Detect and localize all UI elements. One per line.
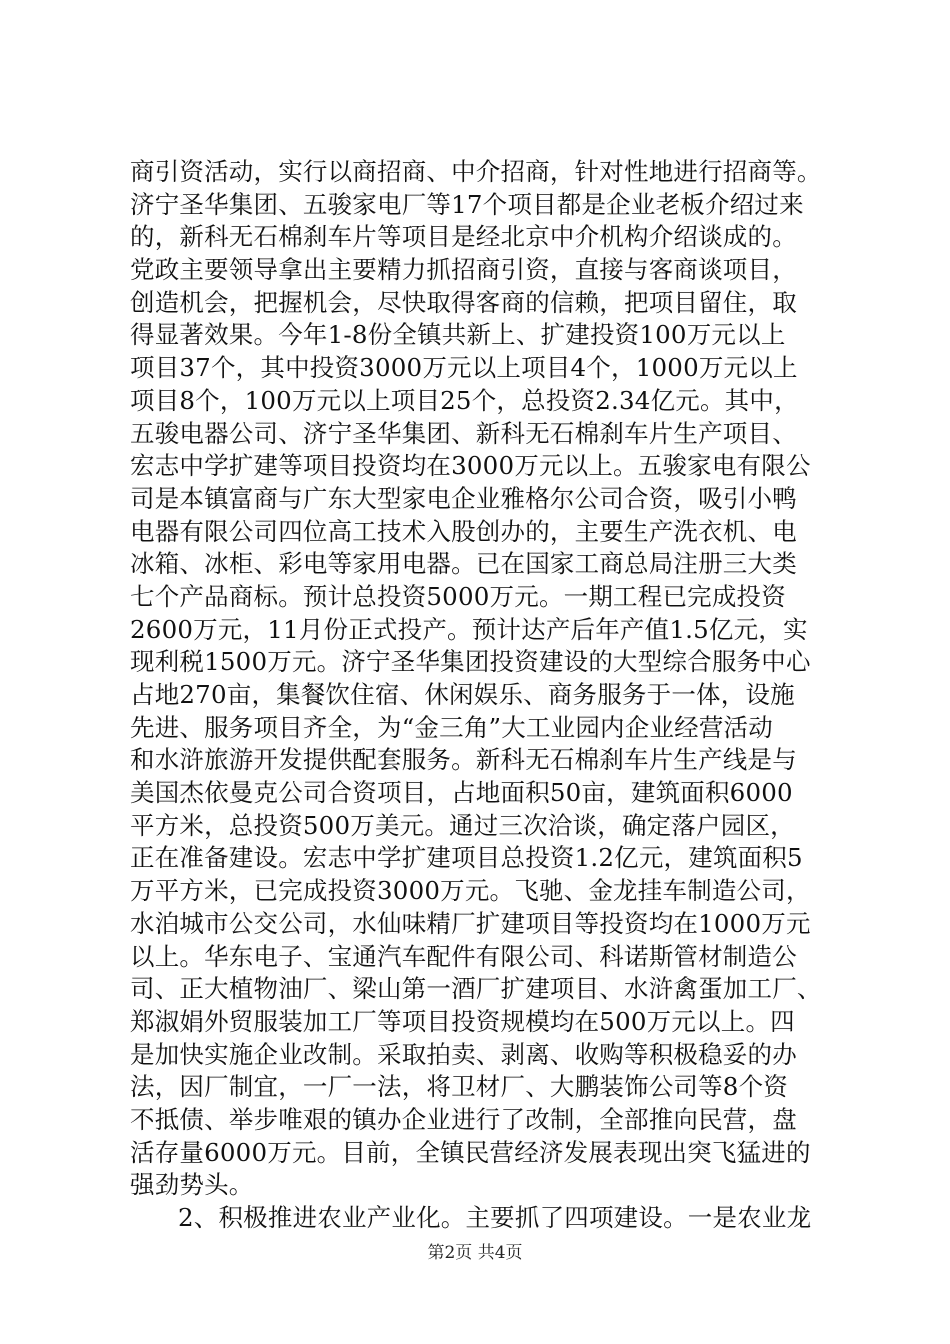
text-line: 平方米，总投资500万美元。通过三次洽谈，确定落户园区， xyxy=(130,810,795,840)
text-line: 党政主要领导拿出主要精力抓招商引资，直接与客商谈项目， xyxy=(130,255,797,285)
text-line: 得显著效果。今年1-8份全镇共新上、扩建投资100万元以上 xyxy=(130,320,786,350)
body-text xyxy=(130,156,850,1235)
text-line: 电器有限公司四位高工技术入股创办的，主要生产洗衣机、电 xyxy=(130,516,797,546)
text-line: 七个产品商标。预计总投资5000万元。一期工程已完成投资 xyxy=(130,581,786,611)
page-number-footer: 第2页 共4页 xyxy=(427,1243,523,1263)
text-line: 五骏电器公司、济宁圣华集团、新科无石棉刹车片生产项目、 xyxy=(130,418,797,448)
text-line: 万平方米，已完成投资3000万元。飞驰、金龙挂车制造公司， xyxy=(130,876,811,906)
text-line: 强劲势头。 xyxy=(130,1170,254,1200)
text-line: 的，新科无石棉刹车片等项目是经北京中介机构介绍谈成的。 xyxy=(130,222,797,252)
text-line: 先进、服务项目齐全，为“金三角”大工业园内企业经营活动 xyxy=(130,712,773,742)
text-line: 不抵债、举步唯艰的镇办企业进行了改制，全部推向民营，盘 xyxy=(130,1104,797,1134)
text-line: 创造机会，把握机会，尽快取得客商的信赖，把项目留住，取 xyxy=(130,287,797,317)
paragraph-first-line: 2、积极推进农业产业化。主要抓了四项建设。一是农业龙 xyxy=(178,1203,812,1232)
text-line: 法，因厂制宜，一厂一法，将卫材厂、大鹏装饰公司等8个资 xyxy=(130,1072,788,1102)
text-line: 以上。华东电子、宝通汽车配件有限公司、科诺斯管材制造公 xyxy=(130,941,797,971)
text-line: 和水浒旅游开发提供配套服务。新科无石棉刹车片生产线是与 xyxy=(130,745,797,775)
text-line: 水泊城市公交公司，水仙味精厂扩建项目等投资均在1000万元 xyxy=(130,908,811,938)
text-line: 项目37个，其中投资3000万元以上项目4个，1000万元以上 xyxy=(130,353,798,383)
text-line: 济宁圣华集团、五骏家电厂等17个项目都是企业老板介绍过来 xyxy=(130,189,804,219)
text-line: 宏志中学扩建等项目投资均在3000万元以上。五骏家电有限公 xyxy=(130,451,811,481)
text-line: 冰箱、冰柜、彩电等家用电器。已在国家工商总局注册三大类 xyxy=(130,549,797,579)
text-line: 现利税1500万元。济宁圣华集团投资建设的大型综合服务中心 xyxy=(130,647,811,677)
text-line: 2600万元，11月份正式投产。预计达产后年产值1.5亿元，实 xyxy=(130,614,808,644)
text-line: 活存量6000万元。目前，全镇民营经济发展表现出突飞猛进的 xyxy=(130,1137,811,1167)
text-line: 商引资活动，实行以商招商、中介招商，针对性地进行招商等。 xyxy=(130,157,822,186)
text-line: 占地270亩，集餐饮住宿、休闲娱乐、商务服务于一体，设施 xyxy=(130,680,795,709)
text-line: 司是本镇富商与广东大型家电企业雅格尔公司合资，吸引小鸭 xyxy=(130,483,797,513)
text-line: 郑淑娟外贸服装加工厂等项目投资规模均在500万元以上。四 xyxy=(130,1006,795,1036)
text-line: 项目8个，100万元以上项目25个，总投资2.34亿元。其中， xyxy=(130,385,799,415)
text-line: 美国杰依曼克公司合资项目，占地面积50亩，建筑面积6000 xyxy=(130,778,793,808)
text-line: 是加快实施企业改制。采取拍卖、剥离、收购等积极稳妥的办 xyxy=(130,1039,797,1069)
text-line: 司、正大植物油厂、梁山第一酒厂扩建项目、水浒禽蛋加工厂、 xyxy=(130,974,822,1004)
text-line: 正在准备建设。宏志中学扩建项目总投资1.2亿元，建筑面积5 xyxy=(130,843,803,873)
